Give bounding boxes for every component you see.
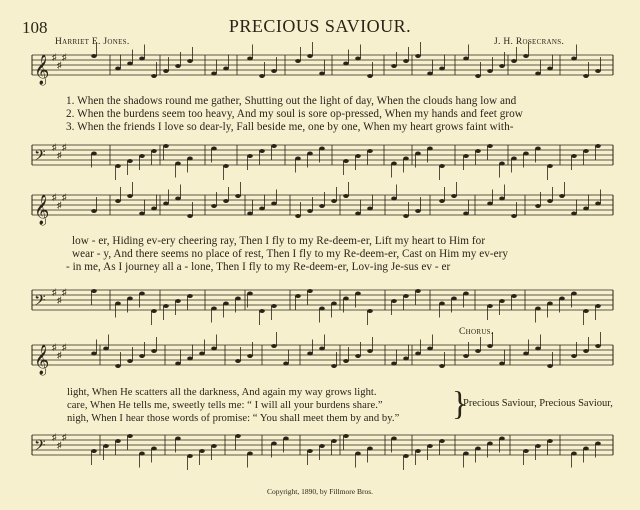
note-head xyxy=(547,302,553,306)
note-head xyxy=(151,349,157,353)
sharp-icon: ♯ xyxy=(57,295,62,305)
note-head xyxy=(199,352,205,356)
note-head xyxy=(163,69,169,73)
note-head xyxy=(451,194,457,198)
note-head xyxy=(343,359,349,363)
note-head xyxy=(319,307,325,311)
note-head xyxy=(571,212,577,216)
note-head xyxy=(151,207,157,211)
note-head xyxy=(523,352,529,356)
note-head xyxy=(295,214,301,218)
note-head xyxy=(487,304,493,308)
note-head xyxy=(427,72,433,76)
note-head xyxy=(331,364,337,368)
note-head xyxy=(127,434,133,438)
note-head xyxy=(583,74,589,78)
note-head xyxy=(343,62,349,66)
note-head xyxy=(571,57,577,61)
note-head xyxy=(427,347,433,351)
note-head xyxy=(475,149,481,153)
note-head xyxy=(151,309,157,313)
note-head xyxy=(439,67,445,71)
note-head xyxy=(547,164,553,168)
note-head xyxy=(307,152,313,156)
lyric-verse3-line1: 3. When the friends I love so dear-ly, Fall beside me, one by one, When my heart grows faint with- xyxy=(66,121,514,133)
note-head xyxy=(487,69,493,73)
note-head xyxy=(271,202,277,206)
note-head xyxy=(151,447,157,451)
note-head xyxy=(91,352,97,356)
lyric-verse2-line3: care, When He tells me, sweetly tells me: “ I will all your burdens share.” xyxy=(67,400,383,411)
note-head xyxy=(139,354,145,358)
note-head xyxy=(211,444,217,448)
note-head xyxy=(259,207,265,211)
note-head xyxy=(127,194,133,198)
note-head xyxy=(115,364,121,368)
note-head xyxy=(511,157,517,161)
note-head xyxy=(415,352,421,356)
hymn-title: PRECIOUS SAVIOUR. xyxy=(228,16,412,36)
note-head xyxy=(115,302,121,306)
note-head xyxy=(535,347,541,351)
sharp-icon: ♯ xyxy=(52,432,57,442)
note-head xyxy=(355,354,361,358)
note-head xyxy=(187,157,193,161)
note-head xyxy=(91,152,97,156)
sharp-icon: ♯ xyxy=(52,287,57,297)
note-head xyxy=(463,212,469,216)
note-head xyxy=(391,299,397,303)
note-head xyxy=(547,364,553,368)
note-head xyxy=(499,362,505,366)
note-head xyxy=(403,357,409,361)
bass-clef-icon: 𝄢 xyxy=(34,147,46,168)
note-head xyxy=(415,152,421,156)
note-head xyxy=(367,149,373,153)
note-head xyxy=(439,364,445,368)
note-head xyxy=(91,449,97,453)
note-head xyxy=(511,214,517,218)
note-head xyxy=(91,209,97,213)
note-head xyxy=(415,449,421,453)
note-head xyxy=(547,67,553,71)
note-head xyxy=(271,304,277,308)
lyric-verse2-line2: wear - y, And there seems no place of rest, Then I fly to my Re-deem-er, Cast on Him my ev-ery xyxy=(72,248,509,260)
note-head xyxy=(211,307,217,311)
note-head xyxy=(307,449,313,453)
note-head xyxy=(535,444,541,448)
note-head xyxy=(523,54,529,58)
note-head xyxy=(307,289,313,293)
note-head xyxy=(487,202,493,206)
sharp-icon: ♯ xyxy=(62,142,67,152)
note-head xyxy=(319,147,325,151)
note-head xyxy=(307,54,313,58)
note-head xyxy=(403,214,409,218)
note-head xyxy=(307,209,313,213)
note-head xyxy=(271,144,277,148)
note-head xyxy=(523,152,529,156)
note-head xyxy=(175,299,181,303)
note-head xyxy=(463,57,469,61)
note-head xyxy=(535,307,541,311)
note-head xyxy=(463,154,469,158)
note-head xyxy=(91,54,97,58)
note-head xyxy=(127,159,133,163)
note-head xyxy=(247,212,253,216)
sharp-icon: ♯ xyxy=(57,150,62,160)
note-head xyxy=(259,149,265,153)
note-head xyxy=(223,67,229,71)
sharp-icon: ♯ xyxy=(62,52,67,62)
note-head xyxy=(463,354,469,358)
chorus-label: Chorus. xyxy=(459,327,494,337)
note-head xyxy=(127,62,133,66)
note-head xyxy=(391,197,397,201)
lyric-verse1-line2: low - er, Hiding ev-ery cheering ray, Then I fly to my Re-deem-er, Lift my heart to Him for xyxy=(72,235,486,247)
note-head xyxy=(247,154,253,158)
note-head xyxy=(367,207,373,211)
note-head xyxy=(115,67,121,71)
note-head xyxy=(187,294,193,298)
note-head xyxy=(175,437,181,441)
note-head xyxy=(499,197,505,201)
note-head xyxy=(247,354,253,358)
note-head xyxy=(223,164,229,168)
note-head xyxy=(403,454,409,458)
note-head xyxy=(451,297,457,301)
bass-clef-icon: 𝄢 xyxy=(34,292,46,313)
note-head xyxy=(571,154,577,158)
treble-clef-icon: 𝄞 xyxy=(34,195,50,225)
sharp-icon: ♯ xyxy=(62,342,67,352)
note-head xyxy=(487,344,493,348)
note-head xyxy=(439,302,445,306)
note-head xyxy=(235,359,241,363)
note-head xyxy=(535,204,541,208)
sharp-icon: ♯ xyxy=(52,342,57,352)
note-head xyxy=(583,349,589,353)
note-head xyxy=(319,444,325,448)
note-head xyxy=(439,164,445,168)
note-head xyxy=(583,149,589,153)
copyright-notice: Copyright, 1890, by Fillmore Bros. xyxy=(266,487,374,496)
note-head xyxy=(511,59,517,63)
note-head xyxy=(583,207,589,211)
note-head xyxy=(187,454,193,458)
note-head xyxy=(175,362,181,366)
note-head xyxy=(259,74,265,78)
note-head xyxy=(427,444,433,448)
note-head xyxy=(103,444,109,448)
note-head xyxy=(403,157,409,161)
note-head xyxy=(247,452,253,456)
note-head xyxy=(583,309,589,313)
note-head xyxy=(415,209,421,213)
note-head xyxy=(283,437,289,441)
note-head xyxy=(127,297,133,301)
note-head xyxy=(139,212,145,216)
note-head xyxy=(415,54,421,58)
note-head xyxy=(115,199,121,203)
note-head xyxy=(367,309,373,313)
note-head xyxy=(259,309,265,313)
note-head xyxy=(319,204,325,208)
note-head xyxy=(163,144,169,148)
note-head xyxy=(187,357,193,361)
lyric-verse3-line3: nigh, When I hear those words of promise: “ You shall meet them by and by.” xyxy=(67,413,400,424)
note-head xyxy=(223,302,229,306)
lyric-verse1-line1: 1. When the shadows round me gather, Shutting out the light of day, When the clouds hang low and xyxy=(66,95,517,107)
note-head xyxy=(307,352,313,356)
treble-clef-icon: 𝄞 xyxy=(34,55,50,85)
sharp-icon: ♯ xyxy=(52,192,57,202)
note-head xyxy=(595,202,601,206)
note-head xyxy=(295,59,301,63)
note-head xyxy=(115,164,121,168)
note-head xyxy=(283,362,289,366)
note-head xyxy=(391,437,397,441)
note-head xyxy=(463,292,469,296)
note-head xyxy=(403,59,409,63)
note-head xyxy=(187,59,193,63)
note-head xyxy=(427,147,433,151)
note-head xyxy=(499,437,505,441)
note-head xyxy=(499,299,505,303)
note-head xyxy=(547,439,553,443)
note-head xyxy=(571,292,577,296)
note-head xyxy=(355,292,361,296)
note-head xyxy=(187,214,193,218)
note-head xyxy=(367,349,373,353)
note-head xyxy=(343,194,349,198)
note-head xyxy=(355,452,361,456)
note-head xyxy=(511,294,517,298)
note-head xyxy=(439,199,445,203)
note-head xyxy=(103,347,109,351)
note-head xyxy=(151,149,157,153)
note-head xyxy=(475,447,481,451)
note-head xyxy=(331,302,337,306)
sharp-icon: ♯ xyxy=(52,142,57,152)
note-head xyxy=(115,439,121,443)
note-head xyxy=(475,74,481,78)
note-head xyxy=(547,199,553,203)
note-head xyxy=(235,297,241,301)
note-head xyxy=(163,202,169,206)
note-head xyxy=(595,442,601,446)
note-head xyxy=(211,347,217,351)
refrain-brace: } xyxy=(452,384,468,422)
note-head xyxy=(175,197,181,201)
sharp-icon: ♯ xyxy=(57,200,62,210)
author-credit: Harriet E. Jones. xyxy=(55,37,130,47)
note-head xyxy=(175,64,181,68)
note-head xyxy=(211,204,217,208)
lyric-verse1-line3: light, When He scatters all the darkness, And again my way grows light. xyxy=(67,387,377,398)
note-head xyxy=(199,449,205,453)
note-head xyxy=(475,349,481,353)
note-head xyxy=(223,199,229,203)
note-head xyxy=(595,344,601,348)
note-head xyxy=(571,452,577,456)
note-head xyxy=(487,144,493,148)
note-head xyxy=(235,434,241,438)
note-head xyxy=(355,57,361,61)
lyric-verse3-line2: - in me, As I journey all a - lone, Then I fly to my Re-deem-er, Lov-ing Je-sus ev - er xyxy=(66,261,451,273)
note-head xyxy=(343,434,349,438)
note-head xyxy=(139,452,145,456)
note-head xyxy=(595,69,601,73)
note-head xyxy=(571,354,577,358)
note-head xyxy=(391,162,397,166)
sharp-icon: ♯ xyxy=(62,287,67,297)
note-head xyxy=(499,162,505,166)
note-head xyxy=(163,304,169,308)
sharp-icon: ♯ xyxy=(62,192,67,202)
note-head xyxy=(391,64,397,68)
note-head xyxy=(271,69,277,73)
sharp-icon: ♯ xyxy=(57,440,62,450)
note-head xyxy=(127,359,133,363)
note-head xyxy=(247,292,253,296)
sharp-icon: ♯ xyxy=(57,60,62,70)
note-head xyxy=(367,447,373,451)
note-head xyxy=(151,74,157,78)
sharp-icon: ♯ xyxy=(52,52,57,62)
note-head xyxy=(535,72,541,76)
note-head xyxy=(247,57,253,61)
note-head xyxy=(355,212,361,216)
chorus-refrain-text: Precious Saviour, Precious Saviour, xyxy=(463,398,613,409)
note-head xyxy=(439,439,445,443)
note-head xyxy=(319,72,325,76)
note-head xyxy=(211,72,217,76)
note-head xyxy=(367,74,373,78)
note-head xyxy=(415,289,421,293)
note-head xyxy=(535,147,541,151)
note-head xyxy=(319,347,325,351)
note-head xyxy=(343,297,349,301)
note-head xyxy=(523,449,529,453)
note-head xyxy=(391,362,397,366)
note-head xyxy=(331,439,337,443)
note-head xyxy=(235,194,241,198)
note-head xyxy=(583,447,589,451)
note-head xyxy=(271,344,277,348)
note-head xyxy=(499,64,505,68)
note-head xyxy=(595,144,601,148)
note-head xyxy=(403,294,409,298)
note-head xyxy=(271,442,277,446)
note-head xyxy=(139,154,145,158)
note-head xyxy=(487,442,493,446)
note-head xyxy=(355,154,361,158)
note-head xyxy=(463,452,469,456)
lyric-verse2-line1: 2. When the burdens seem too heavy, And my soul is sore op-pressed, When my hands and feet grow xyxy=(66,108,523,120)
treble-clef-icon: 𝄞 xyxy=(34,345,50,375)
note-head xyxy=(91,289,97,293)
note-head xyxy=(295,157,301,161)
note-head xyxy=(559,297,565,301)
note-head xyxy=(175,162,181,166)
note-head xyxy=(295,294,301,298)
note-head xyxy=(595,304,601,308)
note-head xyxy=(139,292,145,296)
note-head xyxy=(211,147,217,151)
note-head xyxy=(331,199,337,203)
note-head xyxy=(559,194,565,198)
note-head xyxy=(139,57,145,61)
bass-clef-icon: 𝄢 xyxy=(34,437,46,458)
sharp-icon: ♯ xyxy=(62,432,67,442)
composer-credit: J. H. Rosecrans. xyxy=(494,37,565,47)
note-head xyxy=(343,159,349,163)
page-number: 108 xyxy=(22,18,48,37)
sharp-icon: ♯ xyxy=(57,350,62,360)
